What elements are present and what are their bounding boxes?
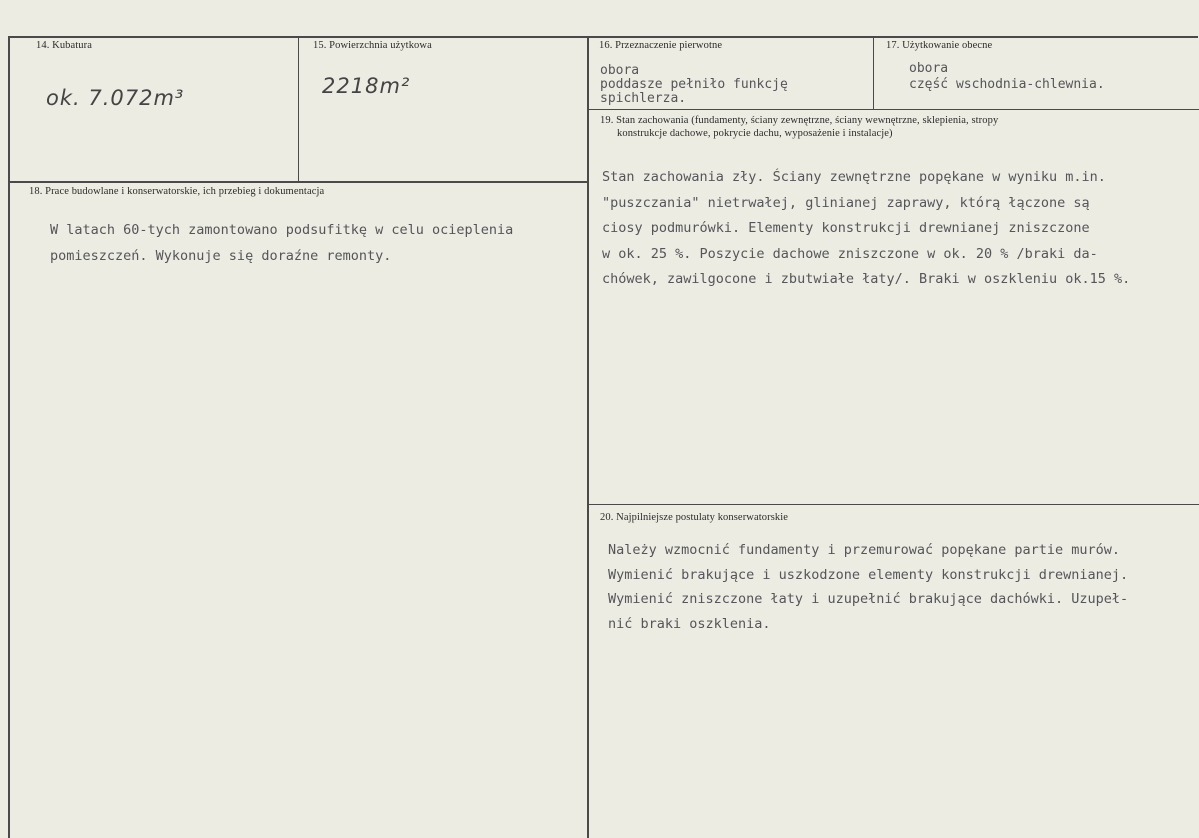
- field-17-text: [909, 62, 1105, 92]
- field-20-line: Wymienić brakujące i uszkodzone elementy konstrukcji drewnianej.: [608, 566, 1129, 583]
- field-20-line: Wymienić zniszczone łaty i uzupełnić brakujące dachówki. Uzupeł-: [608, 591, 1129, 607]
- field-14-value: ok. 7.072m³: [46, 86, 185, 110]
- divider-v-14-15: [298, 36, 299, 182]
- field-19-line: "puszczania" nietrwałej, glinianej zaprawy, którą łączone są: [602, 194, 1090, 211]
- field-17-line: obora: [909, 61, 949, 76]
- field-19-label-line: 19. Stan zachowania (fundamenty, ściany zewnętrzne, ściany wewnętrzne, sklepienia, stropy: [600, 115, 999, 126]
- field-15-value: 2218m²: [322, 74, 411, 98]
- field-20-text: [608, 538, 1128, 636]
- left-border: [8, 36, 10, 838]
- field-17-line: część wschodnia-chlewnia.: [909, 77, 1105, 92]
- field-14-label: 14. Kubatura: [36, 40, 93, 51]
- field-19-text: [602, 165, 1130, 293]
- field-20-label: 20. Najpilniejsze postulaty konserwatorskie: [600, 512, 789, 523]
- field-15-label: 15. Powierzchnia użytkowa: [313, 40, 432, 51]
- field-16-label: 16. Przeznaczenie pierwotne: [599, 40, 723, 51]
- field-16-line: obora: [600, 64, 640, 78]
- divider-h-left: [8, 181, 588, 183]
- field-18-line: W latach 60-tych zamontowano podsufitkę w celu ocieplenia: [50, 222, 514, 238]
- field-20-line: nić braki oszklenia.: [608, 615, 771, 632]
- field-16-text: [600, 64, 788, 108]
- top-border: [8, 36, 1198, 38]
- field-19-line: ciosy podmurówki. Elementy konstrukcji drewnianej zniszczone: [602, 220, 1090, 236]
- field-18-line: pomieszczeń. Wykonuje się doraźne remonty.: [50, 247, 392, 264]
- field-20-line: Należy wzmocnić fundamenty i przemurować popękane partie murów.: [608, 542, 1121, 558]
- field-19-label: [600, 114, 1160, 140]
- field-19-line: Stan zachowania zły. Ściany zewnętrzne popękane w wyniku m.in.: [602, 169, 1106, 185]
- field-19-label-line: konstrukcje dachowe, pokrycie dachu, wyposażenie i instalacje): [617, 128, 893, 139]
- field-19-line: chówek, zawilgocone i zbutwiałe łaty/. Braki w oszkleniu ok.15 %.: [602, 271, 1131, 287]
- divider-v-16-17: [873, 36, 874, 110]
- divider-h-right-bottom: [587, 504, 1199, 505]
- divider-v-main: [587, 36, 589, 838]
- divider-h-right-top: [587, 109, 1199, 110]
- field-18-text: [50, 218, 513, 269]
- field-16-line: poddasze pełniło funkcję: [600, 77, 788, 92]
- field-19-line: w ok. 25 %. Poszycie dachowe zniszczone w ok. 20 % /braki da-: [602, 245, 1098, 262]
- field-17-label: 17. Użytkowanie obecne: [886, 40, 993, 51]
- field-16-line: spichlerza.: [600, 91, 687, 106]
- field-18-label: 18. Prace budowlane i konserwatorskie, ich przebieg i dokumentacja: [29, 186, 325, 197]
